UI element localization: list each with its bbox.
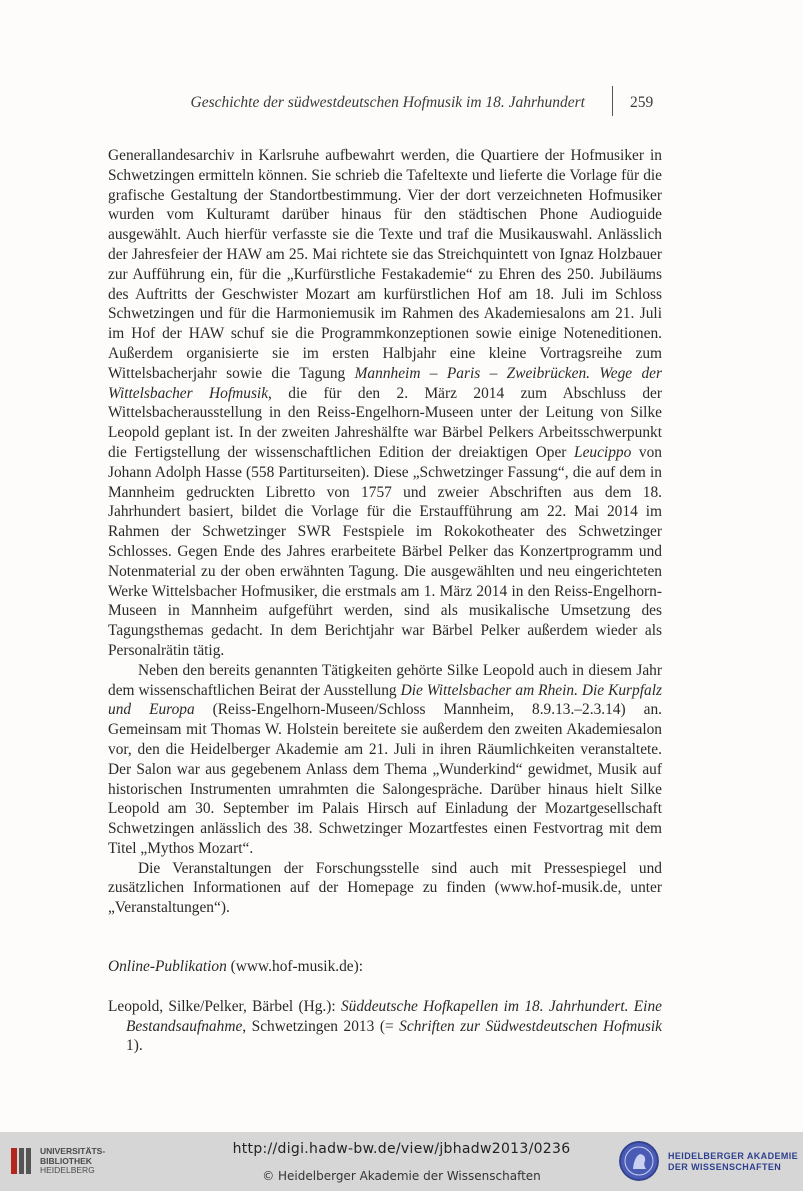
body-text (108, 146, 662, 1056)
text-run: Generallandesarchiv in Karlsruhe aufbewahrt werden, die Quartiere der Hofmusiker in Schwetzingen ermitteln können. Sie schrieb die Tafeltexte und lieferte die Vorlage für die grafische Gestaltung der Standortbestimmung. Vier der dort verzeichneten Hofmusiker wurden vom Kulturamt darüber hinaus für den städtischen Phone Audioguide ausgewählt. Auch hierfür verfasste sie die Texte und traf die Musikauswahl. Anlässlich der Jahresfeier der HAW am 25. Mai richtete sie das Streichquintett von Ignaz Holzbauer zur Aufführung ein, für die „Kurfürstliche Festakademie“ zu Ehren des 250. Jubiläums des Auftritts der Geschwister Mozart am kurfürstlichen Hof am 18. Juli im Schloss Schwetzingen und für die Harmoniemusik im Rahmen des Akademiesalons am 21. Juli im Hof der HAW schuf sie die Programmkonzeptionen sowie einige Noteneditionen. Außerdem organisierte sie im ersten Halbjahr eine kleine Vortragsreihe zum Wittelsbacherjahr sowie die Tagung (108, 147, 662, 382)
italic-text: Schriften zur Südwestdeutschen Hofmusik (399, 1017, 662, 1035)
text-run: Die Veranstaltungen der Forschungsstelle sind auch mit Pressespiegel und zusätzlichen Informationen auf der Homepage zu finden (www.hof-musik.de, unter „Veranstaltungen“). (108, 859, 662, 917)
bibliography-entry (108, 997, 662, 1056)
italic-text: Süddeutsche Hofkapellen im 18. Jahrhundert. Eine Bestandsaufnahme (126, 997, 662, 1035)
spacer (108, 918, 662, 957)
italic-text: Online-Publikation (108, 958, 227, 976)
text-run: Neben den bereits genannten Tätigkeiten gehörte Silke Leopold auch in diesem Jahr dem wissenschaftlichen Beirat der Ausstellung (108, 661, 662, 699)
text-run: , Schwetzingen 2013 (= (242, 1017, 400, 1035)
copyright-notice: © Heidelberger Akademie der Wissenschaften (262, 1169, 541, 1183)
header-divider (612, 86, 613, 116)
text-run: (Reiss-Engelhorn-Museen/Schloss Mannheim, 8.9.13.–2.3.14) an. Gemeinsam mit Thomas W. Holstein bereitete sie außerdem den zweiten Akademiesalon vor, den die Heidelberger Akademie am 21. Juli in ihren Räumlichkeiten veranstaltete. Der Salon war aus gegebenem Anlass dem Thema „Wunderkind“ gewidmet, Musik auf historischen Instrumenten umrahmten die Salongespräche. Darüber hinaus hielt Silke Leopold am 30. September im Palais Hirsch auf Einladung der Mozartgesellschaft Schwetzingen anlässlich des 38. Schwetzinger Mozartfestes einen Festvortrag mit dem Titel „Mythos Mozart“. (108, 701, 662, 857)
permalink-url[interactable]: http://digi.hadw-bw.de/view/jbhadw2013/0236 (232, 1141, 571, 1157)
academy-logo-line2: DER WISSENSCHAFTEN (668, 1162, 782, 1172)
academy-logo[interactable] (619, 1140, 799, 1184)
academy-seal-icon (619, 1141, 659, 1181)
running-head: Geschichte der südwestdeutschen Hofmusik im 18. Jahrhundert (190, 94, 585, 111)
footer-bar (0, 1132, 803, 1191)
section-heading (108, 957, 662, 977)
academy-logo-text (668, 1151, 798, 1173)
italic-text: Die Wittelsbacher am Rhein. Die Kurpfalz und Europa (108, 681, 662, 719)
text-run: , die für den 2. März 2014 zum Abschluss der Wittelsbacherausstellung in den Reiss-Engelhorn-Museen unter der Leitung von Silke Leopold geplant ist. In der zweiten Jahreshälfte war Bärbel Pelkers Arbeitsschwerpunkt die Fertigstellung der wissenschaftlichen Edition der dreiaktigen Oper (108, 384, 662, 461)
text-run: Leopold, Silke/Pelker, Bärbel (Hg.): (108, 997, 341, 1015)
paragraph (108, 146, 662, 661)
paragraph (108, 859, 662, 918)
page-number: 259 (630, 94, 654, 111)
paragraph (108, 661, 662, 859)
italic-text: Leucippo (574, 443, 632, 461)
text-run: von Johann Adolph Hasse (558 Partiturseiten). Diese „Schwetzinger Fassung“, die auf dem in Mannheim gedruckten Libretto von 1757 und zweier Abschriften aus dem 18. Jahrhundert basiert, bildet die Vorlage für die Erstaufführung am 22. Mai 2014 im Rahmen der Schwetzinger SWR Festspiele im Rokokotheater des Schwetzinger Schlosses. Gegen Ende des Jahres erarbeitete Bärbel Pelker das Konzertprogramm und Notenmaterial zu der oben erwähnten Tagung. Die ausgewählten und neu eingerichteten Werke Wittelsbacher Hofmusiker, die erstmals am 1. März 2014 in den Reiss-Engelhorn-Museen in Mannheim aufgeführt werden, sind als musikalische Umsetzung des Tagungsthemas gedacht. In dem Berichtjahr war Bärbel Pelker außerdem wieder als Personalrätin tätig. (108, 443, 662, 659)
library-logo-text: UNIVERSITÄTS- BIBLIOTHEK HEIDELBERG (40, 1146, 106, 1175)
academy-logo-line1: HEIDELBERGER AKADEMIE (668, 1151, 799, 1161)
text-run: 1). (126, 1037, 143, 1055)
italic-text: Mannheim – Paris – Zweibrücken. Wege der Wittelsbacher Hofmusik (108, 364, 663, 402)
spacer (108, 977, 662, 997)
text-run: (www.hof-musik.de): (226, 958, 364, 976)
